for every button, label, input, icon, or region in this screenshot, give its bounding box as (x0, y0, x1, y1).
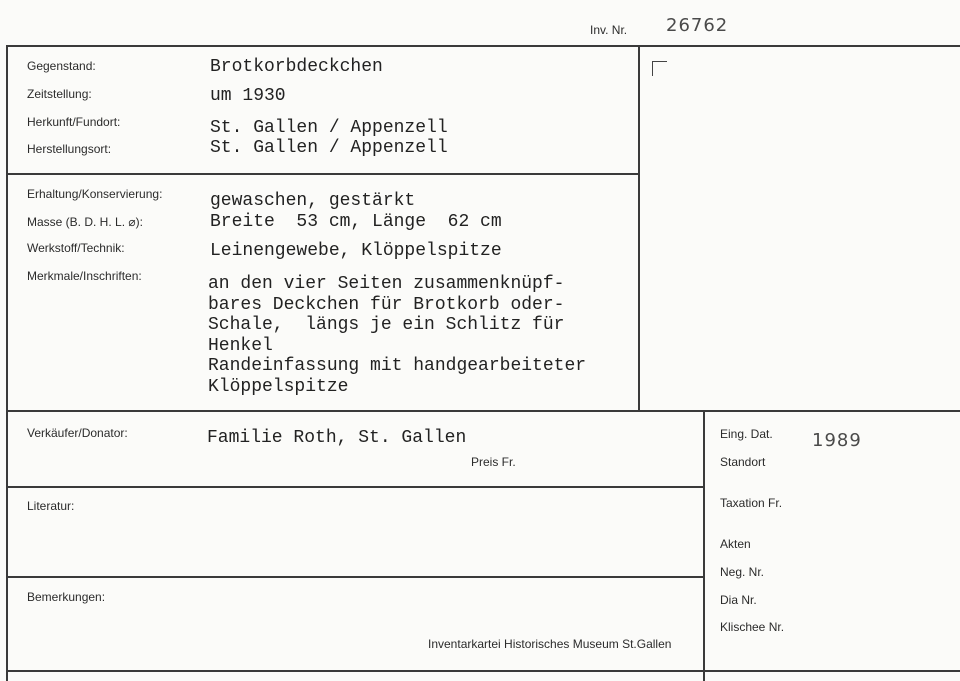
merkmale-line: an den vier Seiten zusammenknüpf- (208, 274, 565, 294)
werkstoff-label: Werkstoff/Technik: (27, 241, 125, 255)
eing-dat-value: 1989 (812, 430, 862, 451)
taxation-label: Taxation Fr. (720, 496, 783, 510)
divider-literatur (6, 576, 703, 578)
literatur-label: Literatur: (27, 499, 75, 513)
divider-section1 (6, 173, 638, 175)
merkmale-line: Schale, längs je ein Schlitz für (208, 315, 565, 336)
erhaltung-label: Erhaltung/Konservierung: (27, 187, 163, 201)
masse-value: Breite 53 cm, Länge 62 cm (210, 212, 502, 232)
card-footer: Inventarkartei Historisches Museum St.Gallen (428, 637, 672, 651)
standort-label: Standort (720, 455, 766, 469)
herkunft-value: St. Gallen / Appenzell (210, 118, 448, 138)
vertical-divider-upper (638, 45, 640, 411)
zeitstellung-value: um 1930 (210, 86, 286, 106)
herstellungsort-value: St. Gallen / Appenzell (210, 138, 448, 158)
photo-corner-mark (652, 61, 667, 76)
herkunft-label: Herkunft/Fundort: (27, 115, 121, 129)
inv-number-label: Inv. Nr. (590, 23, 628, 37)
bemerkungen-label: Bemerkungen: (27, 590, 106, 604)
akten-label: Akten (720, 537, 751, 551)
merkmale-line: bares Deckchen für Brotkorb oder- (208, 294, 565, 315)
merkmale-line: Henkel (208, 335, 273, 356)
erhaltung-value: gewaschen, gestärkt (210, 191, 416, 211)
werkstoff-value: Leinengewebe, Klöppelspitze (210, 241, 502, 261)
top-rule (6, 45, 960, 47)
klischee-nr-label: Klischee Nr. (720, 620, 785, 634)
inv-number-value: 26762 (666, 15, 729, 36)
bottom-rule (6, 670, 960, 672)
divider-section2 (6, 410, 960, 412)
left-border (6, 45, 8, 681)
zeitstellung-label: Zeitstellung: (27, 87, 92, 101)
herstellungsort-label: Herstellungsort: (27, 142, 112, 156)
dia-nr-label: Dia Nr. (720, 593, 757, 607)
eing-dat-label: Eing. Dat. (720, 427, 773, 441)
merkmale-value (208, 274, 586, 398)
gegenstand-label: Gegenstand: (27, 59, 96, 73)
merkmale-line: Randeinfassung mit handgearbeiteter (208, 356, 587, 377)
masse-label: Masse (B. D. H. L. ⌀): (27, 215, 143, 229)
merkmale-label: Merkmale/Inschriften: (27, 269, 142, 283)
gegenstand-value: Brotkorbdeckchen (210, 57, 383, 77)
preis-label: Preis Fr. (471, 455, 516, 469)
vertical-divider-lower (703, 410, 705, 681)
verkaeufer-label: Verkäufer/Donator: (27, 426, 128, 440)
neg-nr-label: Neg. Nr. (720, 565, 765, 579)
divider-verkaeufer (6, 486, 703, 488)
verkaeufer-value: Familie Roth, St. Gallen (207, 428, 467, 448)
merkmale-line: Klöppelspitze (208, 376, 349, 397)
